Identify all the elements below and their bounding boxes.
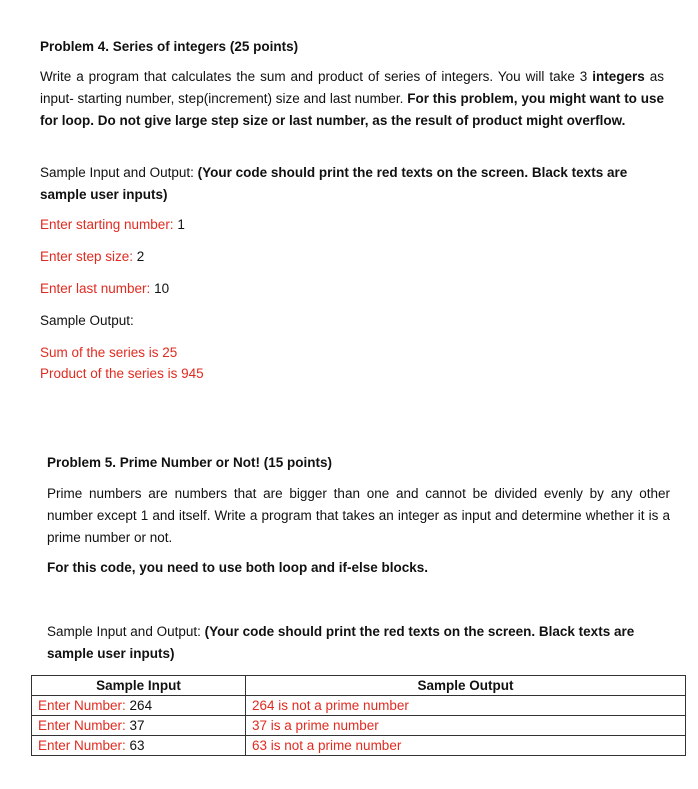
problem4-input-prompt: Enter last number: — [40, 281, 155, 296]
table-header-row — [32, 676, 686, 696]
table-row — [32, 696, 686, 716]
sample-io-table — [31, 675, 686, 756]
sample-input-prompt: Enter Number: — [38, 737, 130, 753]
problem5-description: Prime numbers are numbers that are bigger than one and cannot be divided evenly by any other number except 1 and itself. Write a program that takes an integer as input and determine whether it is a prime number or not. — [47, 486, 670, 545]
problem4-sample-note: (Your code should print the red texts on the screen. Black texts are sample user inputs) — [40, 165, 628, 202]
problem5-requirement: For this code, you need to use both loop and if-else blocks. — [47, 560, 429, 575]
problem4-input-line — [40, 214, 185, 236]
problem4-sample-label: Sample Input and Output: — [40, 165, 198, 180]
sample-output-cell: 63 is not a prime number — [246, 736, 686, 756]
problem5-title: Problem 5. Prime Number or Not! (15 points) — [47, 455, 333, 470]
sample-input-prompt: Enter Number: — [38, 717, 130, 733]
problem4-sample-heading — [40, 162, 670, 206]
problem4-output-label: Sample Output: — [40, 313, 134, 328]
problem4-output-line: Sum of the series is 25 — [40, 345, 178, 360]
problem4-desc-text-2: as input- starting number, step(increment) size and last number. — [40, 69, 664, 106]
problem4-input-line — [40, 278, 169, 300]
table-row — [32, 716, 686, 736]
problem4-input-prompt: Enter starting number: — [40, 217, 178, 232]
sample-input-cell — [32, 716, 246, 736]
sample-input-cell — [32, 696, 246, 716]
problem4-input-prompt: Enter step size: — [40, 249, 137, 264]
problem4-desc-text-1: Write a program that calculates the sum and product of series of integers. You will take 3 — [40, 69, 593, 84]
sample-input-cell — [32, 736, 246, 756]
table-header-output: Sample Output — [246, 676, 686, 696]
sample-input-prompt: Enter Number: — [38, 697, 130, 713]
table-row — [32, 736, 686, 756]
table-header-input: Sample Input — [32, 676, 246, 696]
sample-output-cell: 37 is a prime number — [246, 716, 686, 736]
problem4-desc-bold-2: For this problem, you might want to use for loop. Do not give large step size or last number, as the result of product might overflow. — [40, 91, 664, 128]
problem4-input-value: 1 — [177, 217, 185, 232]
problem4-input-line — [40, 246, 144, 268]
problem4-description — [40, 66, 664, 132]
problem4-desc-bold-1: integers — [592, 69, 645, 84]
sample-input-value: 37 — [129, 717, 145, 733]
problem5-sample-note: (Your code should print the red texts on the screen. Black texts are sample user inputs) — [47, 624, 635, 661]
problem5-sample-label: Sample Input and Output: — [47, 624, 205, 639]
problem4-title: Problem 4. Series of integers (25 points) — [40, 39, 299, 54]
sample-output-cell: 264 is not a prime number — [246, 696, 686, 716]
sample-input-value: 63 — [129, 737, 145, 753]
problem4-input-value: 2 — [136, 249, 145, 264]
problem5-sample-heading — [47, 621, 677, 665]
sample-input-value: 264 — [129, 697, 153, 713]
problem4-output-line: Product of the series is 945 — [40, 366, 204, 381]
problem4-input-value: 10 — [154, 281, 170, 296]
